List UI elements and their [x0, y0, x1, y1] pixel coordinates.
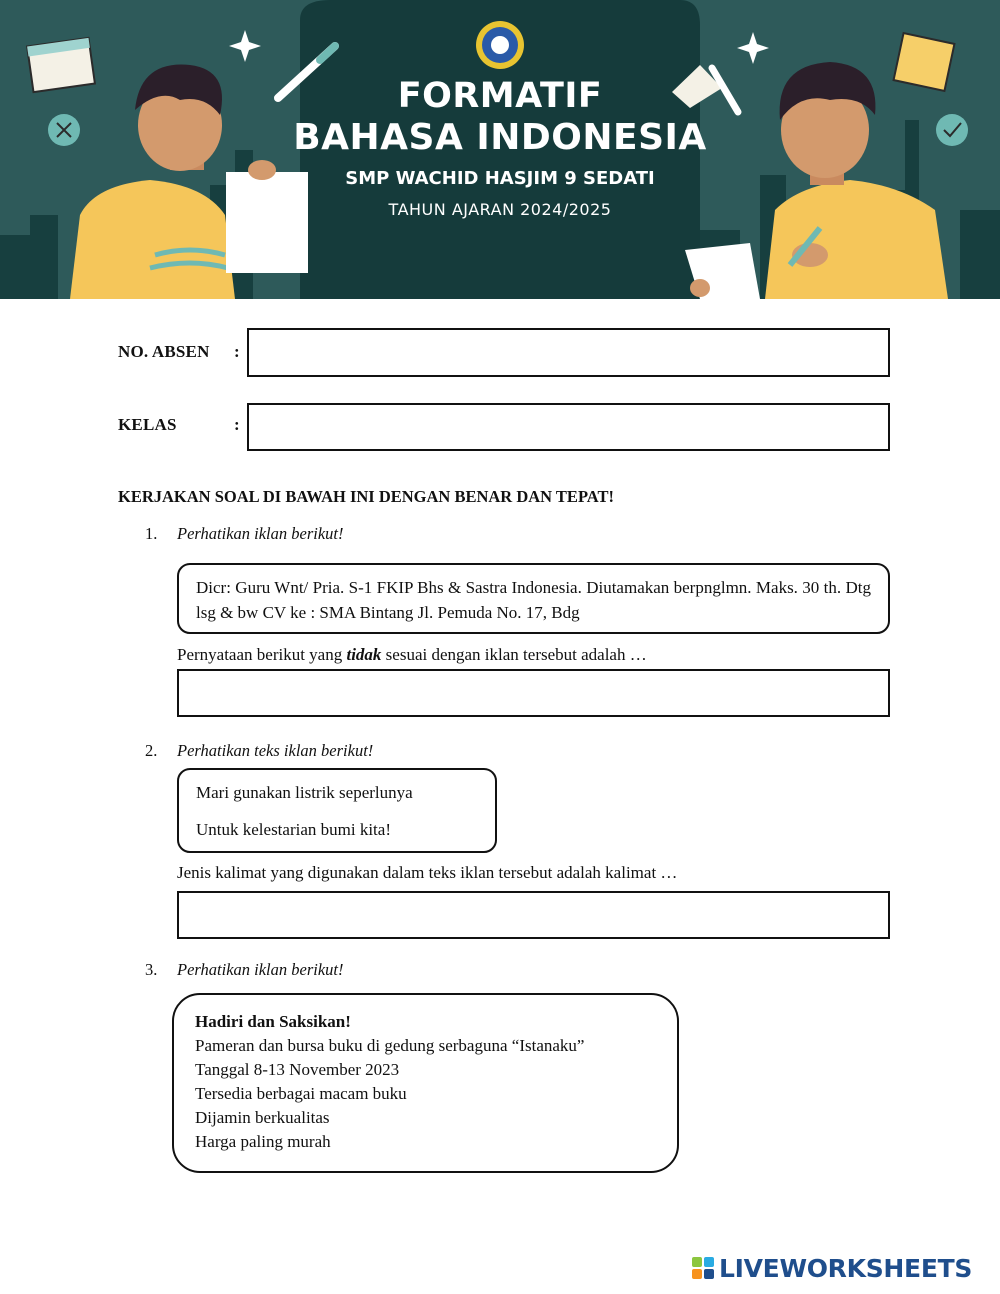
question-3-ad-box	[172, 993, 679, 1173]
instruction-heading: KERJAKAN SOAL DI BAWAH INI DENGAN BENAR DAN TEPAT!	[118, 487, 614, 506]
header-banner	[0, 0, 1000, 299]
question-1-ad-box	[177, 563, 890, 634]
question-1-prompt	[177, 645, 647, 665]
question-3-number: 3.	[145, 960, 158, 979]
banner-title-line1: FORMATIF	[397, 76, 603, 116]
question-2-header: Perhatikan teks iklan berikut!	[177, 741, 374, 760]
question-2-answer-input[interactable]	[177, 891, 890, 939]
question-1-prompt-emphasis: tidak	[346, 645, 382, 664]
liveworksheets-brand-text: LIVEWORKSHEETS	[719, 1253, 973, 1283]
question-1-ad-text: Dicr: Guru Wnt/ Pria. S-1 FKIP Bhs & Sastra Indonesia. Diutamakan berpnglmn. Maks. 30 th. Dtg lsg & bw CV ke : SMA Bintang Jl. Pemuda No. 17, Bdg	[196, 578, 871, 622]
school-logo-icon	[476, 21, 524, 69]
question-3-ad-line: Tanggal 8-13 November 2023	[195, 1060, 400, 1079]
question-3-ad-line: Tersedia berbagai macam buku	[195, 1084, 407, 1103]
kelas-input[interactable]	[247, 403, 890, 451]
absen-input[interactable]	[247, 328, 890, 377]
question-1-number: 1.	[145, 524, 158, 543]
banner-school-name: SMP WACHID HASJIM 9 SEDATI	[345, 168, 655, 189]
question-1-answer-input[interactable]	[177, 669, 890, 717]
question-2-prompt: Jenis kalimat yang digunakan dalam teks iklan tersebut adalah kalimat …	[177, 863, 678, 882]
question-3-ad-line: Harga paling murah	[195, 1132, 331, 1151]
question-2-ad-line: Untuk kelestarian bumi kita!	[196, 820, 391, 839]
question-3-ad-line: Dijamin berkualitas	[195, 1108, 330, 1127]
liveworksheets-mark-icon	[692, 1257, 714, 1279]
liveworksheets-logo	[692, 1253, 972, 1283]
question-2-ad-line: Mari gunakan listrik seperlunya	[196, 783, 413, 802]
question-1-prompt-end: sesuai dengan iklan tersebut adalah …	[381, 645, 647, 664]
banner-title-line2: BAHASA INDONESIA	[293, 117, 707, 158]
question-1-prompt-start: Pernyataan berikut yang	[177, 645, 347, 664]
question-1-header: Perhatikan iklan berikut!	[177, 524, 344, 543]
question-3-ad-title: Hadiri dan Saksikan!	[195, 1012, 351, 1031]
kelas-colon: :	[234, 415, 240, 434]
question-3-header: Perhatikan iklan berikut!	[177, 960, 344, 979]
question-2-ad-box	[177, 768, 497, 853]
absen-colon: :	[234, 342, 240, 361]
absen-label: NO. ABSEN	[118, 342, 210, 361]
question-3-ad-line: Pameran dan bursa buku di gedung serbaguna “Istanaku”	[195, 1036, 585, 1055]
question-2-number: 2.	[145, 741, 158, 760]
banner-academic-year: TAHUN AJARAN 2024/2025	[388, 200, 612, 219]
kelas-label: KELAS	[118, 415, 177, 434]
